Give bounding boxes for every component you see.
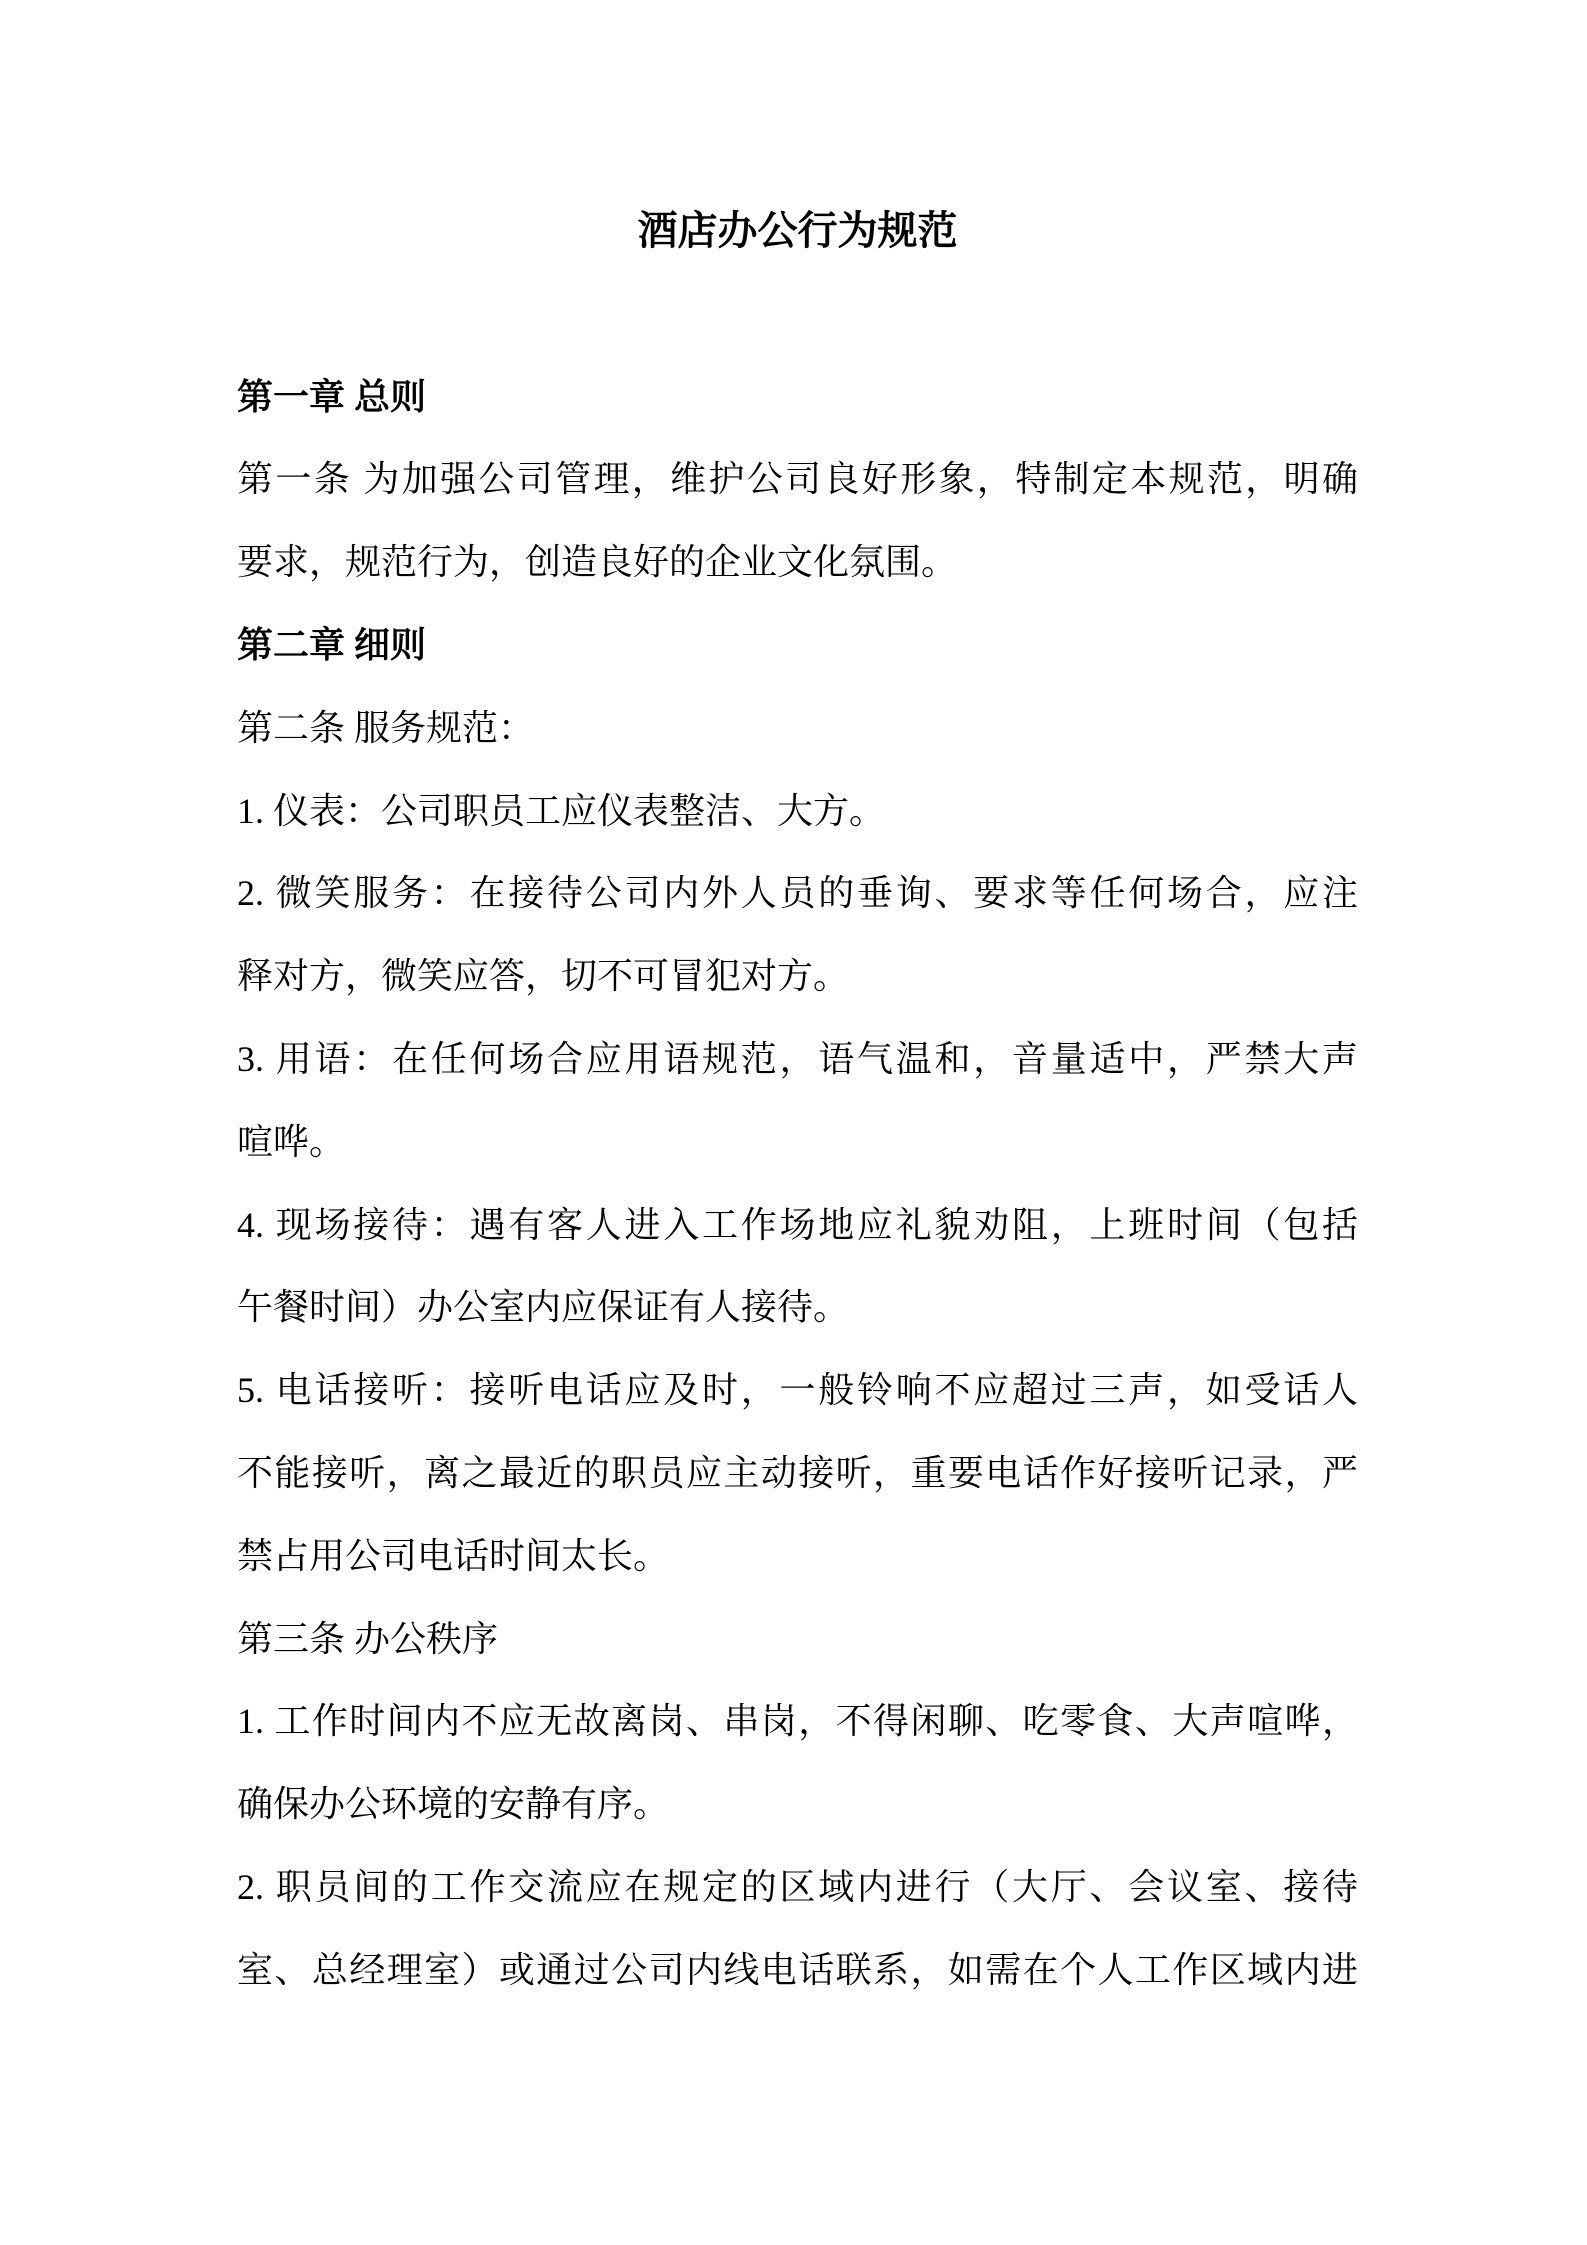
text-line: 要求，规范行为，创造良好的企业文化氛围。 <box>237 542 958 583</box>
text-line: 1. 仪表：公司职员工应仪表整洁、大方。 <box>237 790 886 831</box>
text-line: 1. 工作时间内不应无故离岗、串岗，不得闲聊、吃零食、大声喧哗， <box>237 1701 1358 1742</box>
text-line: 第二条 服务规范： <box>237 707 535 748</box>
text-line: 2. 职员间的工作交流应在规定的区域内进行（大厅、会议室、接待 <box>237 1866 1358 1907</box>
document-content <box>237 190 1358 2012</box>
text-line: 不能接听，离之最近的职员应主动接听，重要电话作好接听记录，严 <box>237 1452 1358 1493</box>
text-line: 喧哗。 <box>237 1121 346 1162</box>
text-line: 第三条 办公秩序 <box>237 1618 499 1659</box>
text-line: 午餐时间）办公室内应保证有人接待。 <box>237 1287 850 1328</box>
document-title: 酒店办公行为规范 <box>637 209 958 253</box>
text-line: 禁占用公司电话时间太长。 <box>237 1535 670 1576</box>
blank-line <box>237 273 1358 356</box>
text-line: 3. 用语：在任何场合应用语规范，语气温和，音量适中，严禁大声 <box>237 1038 1358 1079</box>
text-line: 释对方，微笑应答，切不可冒犯对方。 <box>237 956 850 997</box>
chapter-heading: 第二章 细则 <box>237 624 427 665</box>
chapter-heading: 第一章 总则 <box>237 376 427 417</box>
text-line: 室、总经理室）或通过公司内线电话联系，如需在个人工作区域内进 <box>237 1949 1358 1990</box>
text-line: 第一条 为加强公司管理，维护公司良好形象，特制定本规范，明确 <box>237 459 1358 500</box>
text-line: 5. 电话接听：接听电话应及时，一般铃响不应超过三声，如受话人 <box>237 1370 1358 1411</box>
text-line: 4. 现场接待：遇有客人进入工作场地应礼貌劝阻，上班时间（包括 <box>237 1204 1358 1245</box>
text-line: 确保办公环境的安静有序。 <box>237 1784 670 1825</box>
text-line: 2. 微笑服务：在接待公司内外人员的垂询、要求等任何场合，应注 <box>237 873 1358 914</box>
